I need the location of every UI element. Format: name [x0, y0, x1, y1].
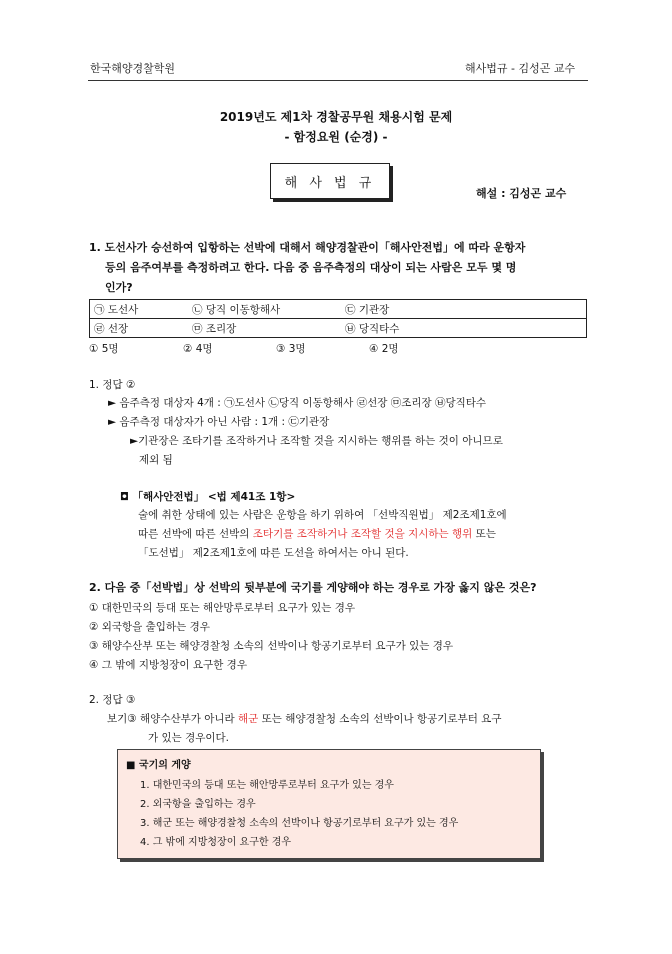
header-rule — [88, 80, 588, 81]
q2-option-3: ③ 해양수산부 또는 해양경찰청 소속의 선박이나 항공기로부터 요구가 있는 경우 — [89, 640, 454, 652]
choice-cell: ㉠ 도선사 — [90, 300, 189, 319]
law-line-2-post: 또는 — [472, 528, 496, 540]
note-item: 3. 해군 또는 해양경찰청 소속의 선박이나 항공기로부터 요구가 있는 경우 — [140, 818, 459, 829]
subject-box — [270, 163, 390, 199]
law-title: 「해사안전법」 <법 제41조 1항> — [132, 491, 296, 503]
q1-text — [89, 238, 589, 298]
a1-bullet-3: ►기관장은 조타기를 조작하거나 조작할 것을 지시하는 행위를 하는 것이 아니므로 — [130, 435, 503, 447]
a2-line-2: 가 있는 경우이다. — [148, 732, 230, 744]
subject-label: 해 사 법 규 — [284, 175, 376, 191]
q1-answer-4: ④ 2명 — [369, 343, 399, 355]
choices-row — [90, 319, 587, 338]
a2-heading: 2. 정답 ③ — [89, 694, 136, 706]
q1-line3: 인가? — [105, 281, 133, 294]
commentary-author: 해설 : 김성곤 교수 — [476, 187, 567, 200]
q1-answer-3: ③ 3명 — [276, 343, 306, 355]
note-title: ■ 국기의 게양 — [126, 760, 191, 771]
choice-cell: ㉤ 조리장 — [188, 319, 341, 338]
choice-cell: ㉢ 기관장 — [341, 300, 587, 319]
law-line-2-pre: 따른 선박에 따른 선박의 — [138, 528, 253, 540]
exam-subtitle: - 함정요원 (순경) - — [284, 130, 388, 144]
law-line-2 — [138, 525, 496, 544]
law-line-1: 술에 취한 상태에 있는 사람은 운항을 하기 위하여 「선박직원법」 제2조제1호에 — [138, 509, 507, 521]
law-box-icon: ◘ — [120, 491, 129, 503]
q1-answer-2: ② 4명 — [183, 343, 213, 355]
note-item: 4. 그 밖에 지방청장이 요구한 경우 — [140, 837, 292, 848]
choice-cell: ㉡ 당직 이동항해사 — [188, 300, 341, 319]
a2-highlight: 해군 — [238, 713, 259, 725]
q2-option-1: ① 대한민국의 등대 또는 해안망루로부터 요구가 있는 경우 — [89, 602, 356, 614]
a1-bullet-1: ► 음주측정 대상자 4개 : ㉠도선사 ㉡당직 이동항해사 ㉣선장 ㉤조리장 ㉥당직타수 — [108, 397, 487, 409]
q2-text: 2. 다음 중「선박법」상 선박의 뒷부분에 국기를 게양해야 하는 경우로 가장 옳지 않은 것은? — [89, 581, 537, 594]
law-highlight: 조타기를 조작하거나 조작할 것을 지시하는 행위 — [252, 528, 473, 540]
choice-cell: ㉥ 당직타수 — [341, 319, 587, 338]
law-heading — [120, 489, 295, 504]
q1-line1: 1. 도선사가 승선하여 입항하는 선박에 대해서 해양경찰관이「해사안전법」에 따라 운항자 — [89, 241, 526, 254]
q1-choices-table — [89, 299, 587, 338]
exam-title: 2019년도 제1차 경찰공무원 채용시험 문제 — [219, 110, 453, 124]
a2-line-1-post: 또는 해양경찰청 소속의 선박이나 항공기로부터 요구 — [258, 713, 502, 725]
course-instructor: 해사법규 - 김성곤 교수 — [465, 62, 576, 75]
note-item: 2. 외국항을 출입하는 경우 — [140, 799, 256, 810]
choices-row — [90, 300, 587, 319]
a1-bullet-3-cont: 제외 됨 — [139, 454, 173, 466]
note-item: 1. 대한민국의 등대 또는 해안망루로부터 요구가 있는 경우 — [140, 780, 394, 791]
a1-heading: 1. 정답 ② — [89, 379, 136, 391]
law-line-3: 「도선법」 제2조제1호에 따른 도선을 하여서는 아니 된다. — [138, 547, 409, 559]
q2-option-2: ② 외국항을 출입하는 경우 — [89, 621, 210, 633]
a1-bullet-2: ► 음주측정 대상자가 아닌 사람 : 1개 : ㉢기관장 — [108, 416, 330, 428]
q1-answer-1: ① 5명 — [89, 343, 119, 355]
institute-name: 한국해양경찰학원 — [90, 62, 176, 75]
choice-cell: ㉣ 선장 — [90, 319, 189, 338]
a2-line-1-pre: 보기③ 해양수산부가 아니라 — [107, 713, 238, 725]
flag-note-box — [117, 749, 541, 859]
a2-line-1 — [107, 710, 501, 729]
q2-option-4: ④ 그 밖에 지방청장이 요구한 경우 — [89, 659, 247, 671]
q1-line2: 등의 음주여부를 측정하려고 한다. 다음 중 음주측정의 대상이 되는 사람은 모두 몇 명 — [105, 261, 517, 274]
